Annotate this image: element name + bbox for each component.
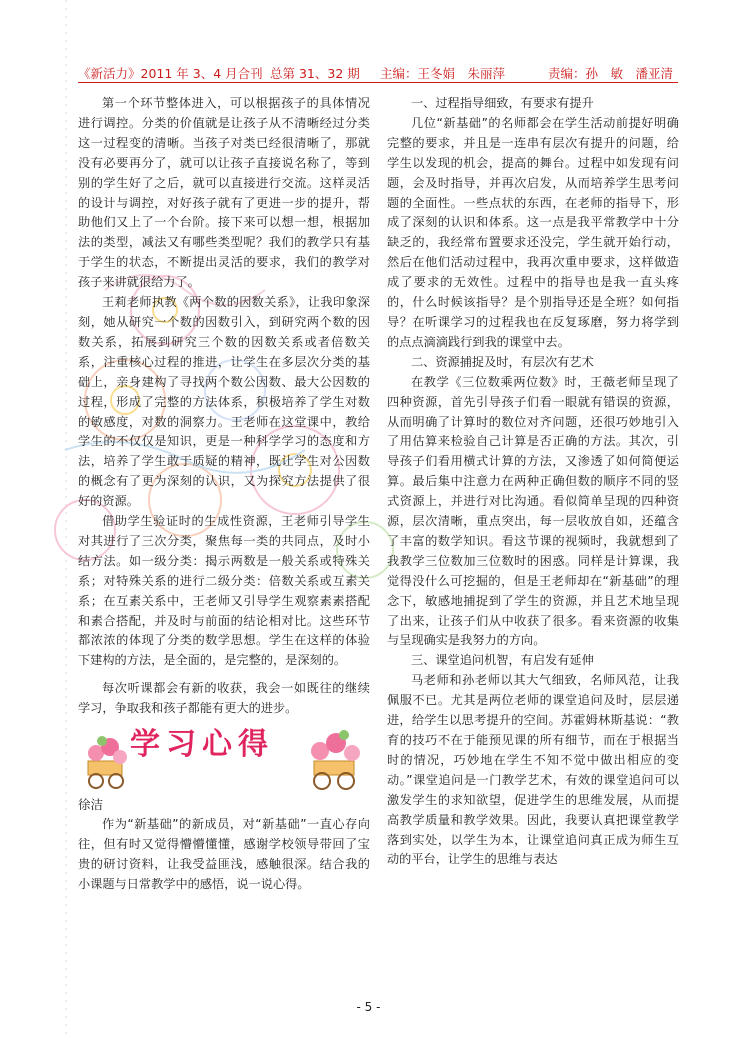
- left-column: [78, 94, 370, 895]
- page-number: - 5 -: [356, 1000, 381, 1014]
- paragraph: 在教学《三位数乘两位数》时，王薇老师呈现了四种资源，首先引导孩子们看一眼就有错误的资源，从而明确了计算时的数位对齐问题，还很巧妙地引入了用估算来检验自己计算是否正确的方法。其次，引导孩子们看用横式计算的方法，又渗透了如何简便运算。最后集中注意力在两种正确但数的顺序不同的竖式资源上，并进行对比沟通。看似简单呈现的四种资源，层次清晰，重点突出，每一层收放自如，还蕴含了丰富的数学知识。看这节课的视频时，我就想到了我教学三位数加三位数时的困惑。同样是计算课，我觉得没什么可挖掘的，但是王老师却在“新基础”的理念下，敏感地捕捉到了学生的资源，并且艺术地呈现了出来，让孩子们从中收获了很多。看来资源的收集与呈现确实是我努力的方向。: [387, 374, 679, 648]
- section-heading: 二、资源捕捉及时，有层次有艺术: [411, 354, 594, 369]
- paragraph: 第一个环节整体进入，可以根据孩子的具体情况进行调控。分类的价值就是让孩子从不清晰经过分类这一过程变的清晰。当孩子对类已经很清晰了，那就没有必要再分了，就可以让孩子直接说名称了，等到别的学生好了之后，就可以直接进行交流。这样灵活的设计与调控，对好孩子就有了更进一步的提升，帮助他们又上了一个台阶。接下来可以想一想，根据加法的类型，减法又有哪些类型呢？我们的教学只有基于学生的状态，不断提出灵活的要求，我们的教学对孩子来讲就很给力了。: [78, 96, 370, 290]
- section-heading: 三、课堂追问机智，有启发有延伸: [411, 653, 594, 668]
- paragraph: 借助学生验证时的生成性资源，王老师引导学生对其进行了三次分类，聚焦每一类的共同点，及时小结方法。如一级分类：揭示两数是一般关系或特殊关系；对特殊关系的进行二级分类：倍数关系或互素关系；在互素关系中，王老师又引导学生观察素素搭配和素合搭配，并及时与前面的结论相对比。这些环节都浓浓的体现了分类的数学思想。学生在这样的体验下建构的方法，是全面的，是完整的，是深刻的。: [78, 514, 370, 668]
- flower-cart-left-icon: [82, 731, 132, 791]
- paragraph: 每次听课都会有新的收获，我会一如既往的继续学习，争取我和孩子都能有更大的进步。: [78, 681, 370, 716]
- chief-editor: 主编：王冬娟 朱丽萍: [380, 66, 506, 81]
- author-name: 徐洁: [78, 797, 104, 813]
- spiral-binding: [62, 0, 70, 1040]
- responsible-editor: 责编：孙 敏 潘亚清: [548, 66, 674, 81]
- flower-cart-right-icon: [306, 729, 366, 791]
- section-title: 学习心得: [130, 727, 274, 763]
- paragraph: 几位“新基础”的名师都会在学生活动前提好明确完整的要求，并且是一连串有层次有提升的问题，给学生以发现的机会，提高的舞台。过程中如发现有问题，会及时指导，并再次启发，从而培养学生思考问题的全面性。一些点状的东西，在老师的指导下，形成了深刻的认识和体系。这一点是我平常教学中十分缺乏的，我经常布置要求还没完，学生就开始行动，然后在他们活动过程中，我再次重申要求，这样做造成了要求的无效性。过程中的指导也是我一直头疼的，什么时候该指导？是个别指导还是全班？如何指导？在听课学习的过程我也在反复琢磨，努力将学到的点点滴滴践行到我的课堂中去。: [387, 115, 679, 349]
- journal-title: 《新活力》2011 年 3、4 月合刊: [78, 66, 263, 81]
- intro-paragraph: 作为“新基础”的新成员，对“新基础”一直心存向往，但有时又觉得懵懵懂懂，感谢学校领导带回了宝贵的研讨资料，让我受益匪浅，感触很深。结合我的小课题与日常教学中的感悟，说一说心得。: [78, 817, 370, 891]
- issue-number: 总第 31、32 期: [270, 66, 360, 81]
- right-column: [387, 94, 679, 870]
- section-heading: 一、过程指导细致，有要求有提升: [411, 96, 594, 110]
- page-header: [78, 64, 678, 83]
- paragraph: 马老师和孙老师以其大气细致，名师风范，让我佩服不已。尤其是两位老师的课堂追问及时，层层递进，给学生以思考提升的空间。苏霍姆林斯基说：“教育的技巧不在于能预见课的所有细节，而在于根据当时的情况，巧妙地在学生不知不觉中做出相应的变动。”课堂追问是一门教学艺术，有效的课堂追问可以激发学生的求知欲望，促进学生的思维发展，从而提高教学质量和教学效果。因此，我要认真把课堂教学落到实处，以学生为本，让课堂追问真正成为师生互动的平台，让学生的思维与表达: [387, 673, 679, 867]
- section-banner: [78, 729, 370, 795]
- paragraph: 王莉老师执教《两个数的因数关系》，让我印象深刻，她从研究一个数的因数引入，到研究两个数的因数关系，拓展到研究三个数的因数关系或者倍数关系，注重核心过程的推进，让学生在多层次分类的基础上，亲身建构了寻找两个数公因数、最大公因数的过程，形成了完整的方法体系，积极培养了学生对数的敏感度，对数的洞察力。王老师在这堂课中，教给学生的不仅仅是知识，更是一种科学学习的态度和方法，培养了学生敢于质疑的精神，既让学生对公因数的概念有了更为深刻的认识，又为探究方法提供了很好的资源。: [78, 295, 370, 509]
